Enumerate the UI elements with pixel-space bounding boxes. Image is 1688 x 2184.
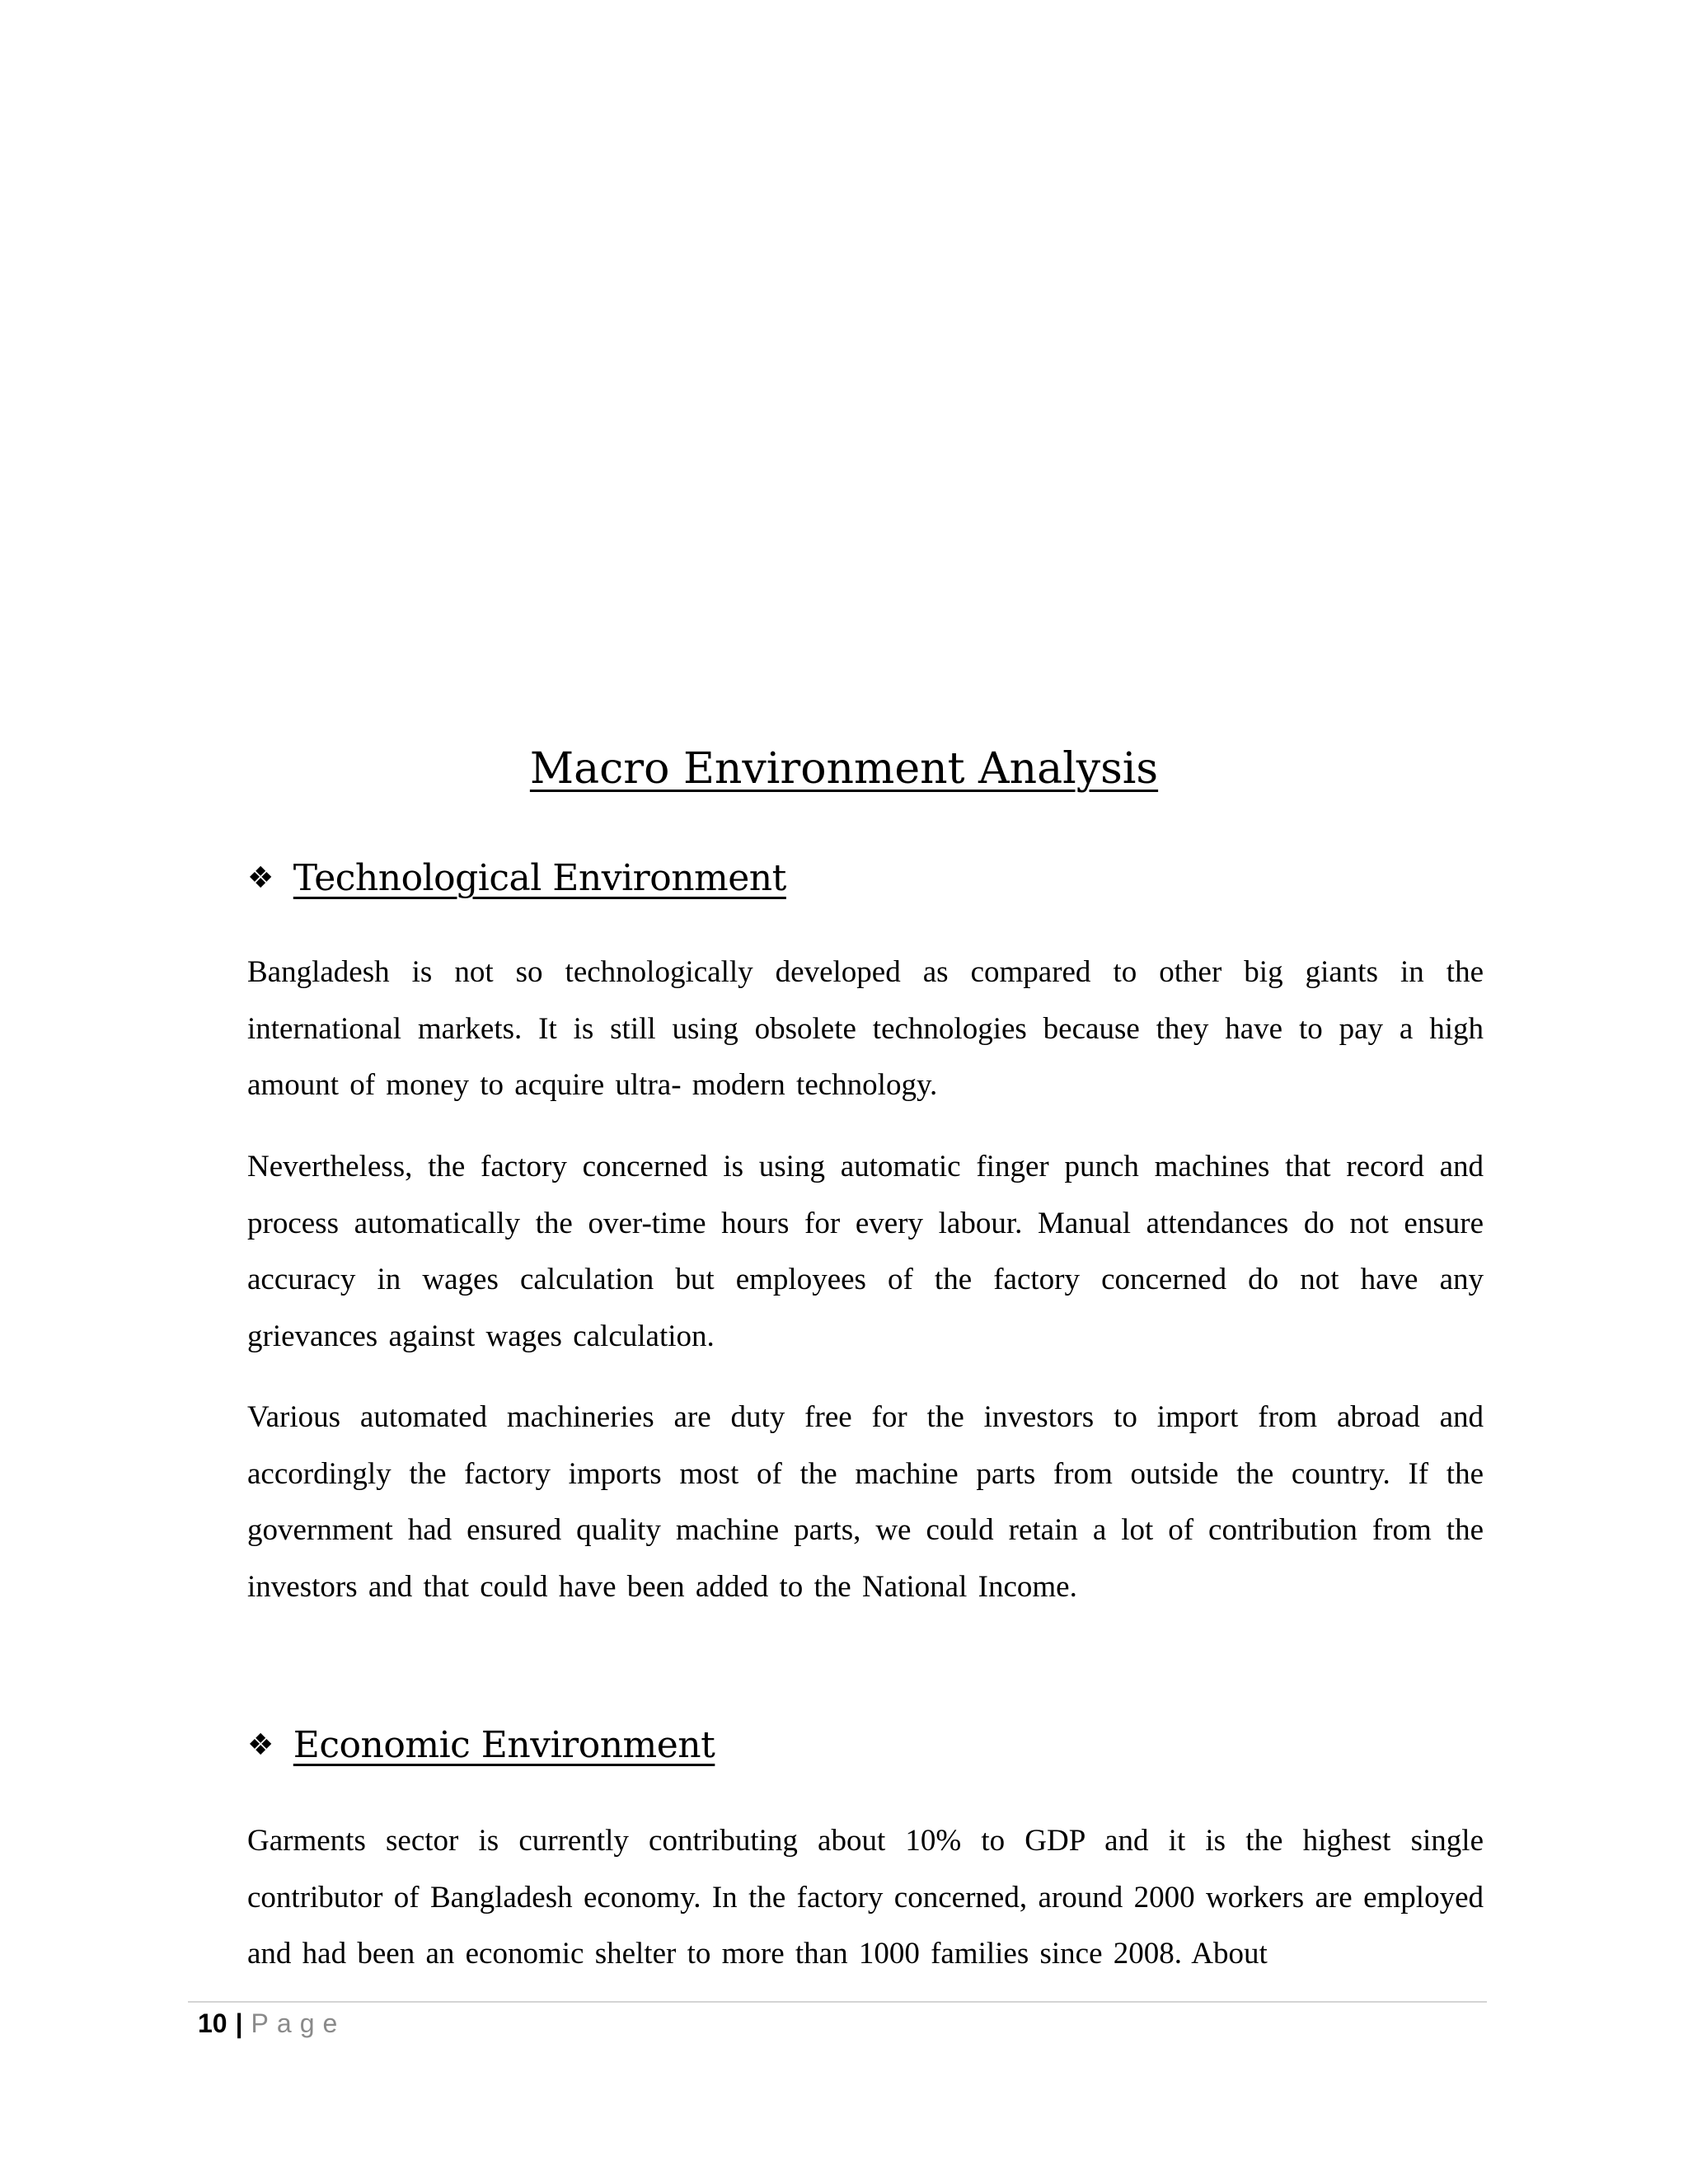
page-title: Macro Environment Analysis bbox=[529, 744, 1159, 794]
section-heading-economic bbox=[247, 1721, 715, 1770]
section-heading-technological bbox=[247, 854, 786, 903]
section-heading-text: Technological Environment bbox=[293, 857, 786, 899]
footer-divider bbox=[188, 2001, 1487, 2003]
paragraph-technology-3: Various automated machineries are duty free for the investors to import from abroad and accordingly the factory imports most of the machine parts from outside the country. If the government had ensured quality machine parts, we could retain a lot of contribution from the investors and that could have been added to the National Income. bbox=[247, 1400, 1484, 1604]
diamond-bullet-icon: ❖ bbox=[247, 861, 274, 895]
page-label: Page bbox=[251, 2008, 346, 2038]
footer-separator: | bbox=[235, 2008, 243, 2038]
diamond-bullet-icon: ❖ bbox=[247, 1728, 274, 1762]
page-footer bbox=[198, 2004, 345, 2042]
page-number: 10 bbox=[198, 2008, 227, 2038]
paragraph-economic-1: Garments sector is currently contributing about 10% to GDP and it is the highest single contributor of Bangladesh economy. In the factory concerned, around 2000 workers are employed and had been an economic shelter to more than 1000 families since 2008. About bbox=[247, 1824, 1484, 1971]
paragraph-technology-2: Nevertheless, the factory concerned is using automatic finger punch machines that record and process automatically the over-time hours for every labour. Manual attendances do not ensure accuracy in wages calculation but employees of the factory concerned do not have any grievances against wages calculation. bbox=[247, 1150, 1484, 1353]
section-heading-text: Economic Environment bbox=[293, 1724, 715, 1766]
paragraph-technology-1: Bangladesh is not so technologically developed as compared to other big giants in the international markets. It is still using obsolete technologies because they have to pay a high amount of money to acquire ultra- modern technology. bbox=[247, 955, 1484, 1102]
